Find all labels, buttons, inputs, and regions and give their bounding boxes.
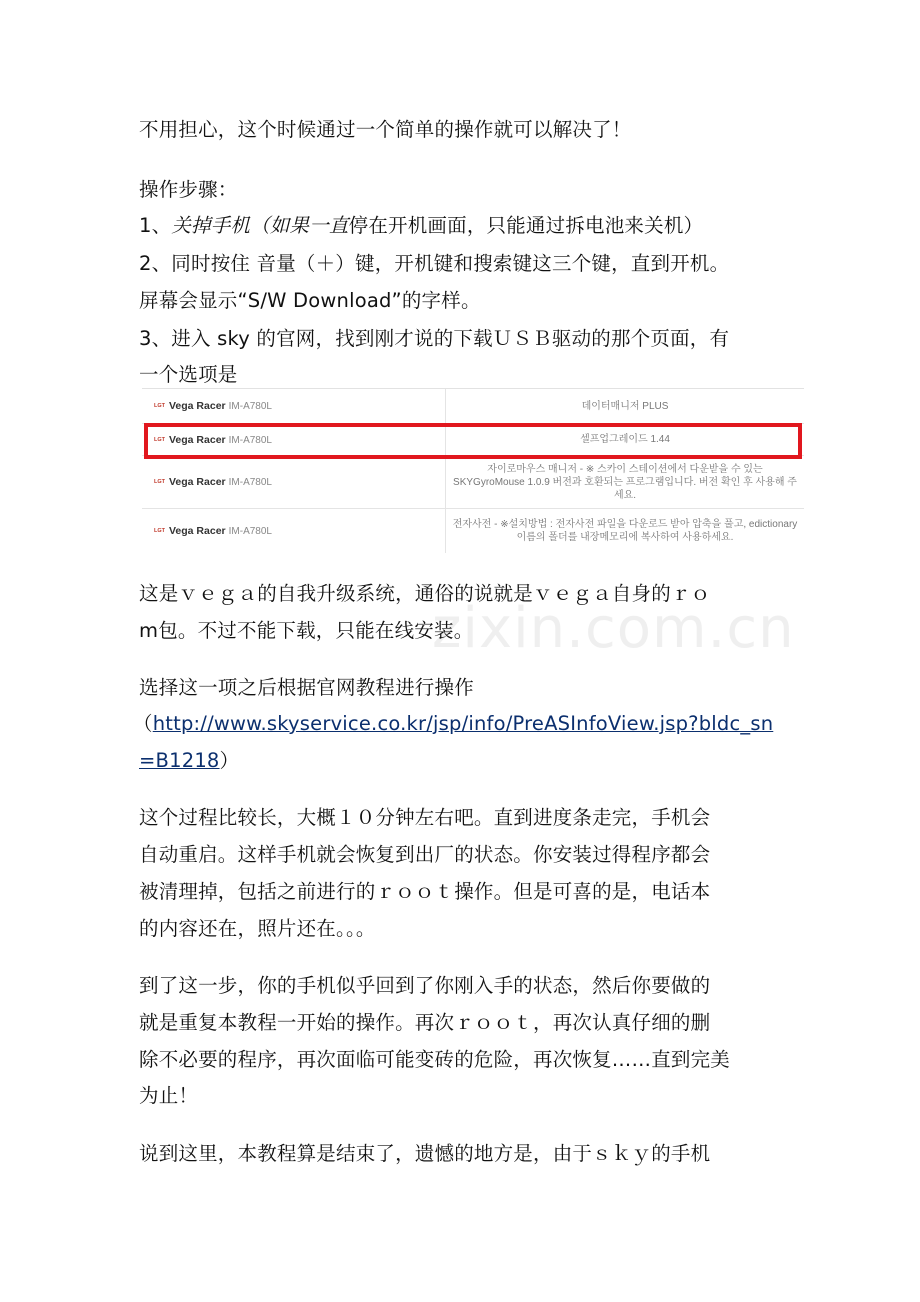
product-name: Vega Racer (169, 525, 226, 537)
product-name: Vega Racer (169, 400, 226, 412)
step-3-line-2: 一个选项是 (139, 363, 238, 386)
paren-open: （ (133, 712, 153, 735)
paragraph-2-line-1: 这是ｖｅｇａ的自我升级系统，通俗的说就是ｖｅｇａ自身的ｒｏ (139, 582, 711, 605)
paragraph-4-line-4: 的内容还在，照片还在。。。 (139, 917, 376, 940)
steps-title: 操作步骤： (139, 178, 238, 201)
paragraph-3-line-2 (133, 711, 773, 737)
product-model: IM-A780L (228, 526, 272, 537)
lgt-logo: LGT (154, 403, 165, 410)
sky-service-link-continued[interactable]: =B1218 (139, 749, 220, 772)
product-model: IM-A780L (228, 434, 272, 446)
step-1-italic-text: 关掉手机（如果一直 (171, 214, 349, 237)
sky-service-link[interactable]: http://www.skyservice.co.kr/jsp/info/PreASInfoView.jsp?bldc_sn (152, 712, 774, 735)
embedded-download-table (142, 388, 804, 553)
product-cell (154, 525, 272, 537)
paragraph-5-line-1: 到了这一步，你的手机似乎回到了你刚入手的状态，然后你要做的 (139, 974, 711, 997)
paragraph-3-line-3 (139, 748, 239, 774)
paragraph-6-line-1: 说到这里，本教程算是结束了，遗憾的地方是，由于ｓｋｙ的手机 (139, 1142, 711, 1165)
paragraph-4-line-1: 这个过程比较长，大概１０分钟左右吧。直到进度条走完，手机会 (139, 806, 711, 829)
item-cell[interactable]: 전자사전 - ※설치방법 : 전자사전 파일을 다운로드 받아 압축을 풀고, edictionary이름의 폴더를 내장메모리에 복사하여 사용하세요. (452, 519, 798, 543)
paragraph-4-line-2: 自动重启。这样手机就会恢复到出厂的状态。你安装过得程序都会 (139, 843, 711, 866)
table-row (142, 424, 804, 456)
paren-close: ） (219, 749, 240, 772)
paragraph-2-line-2: m包。不过不能下载，只能在线安装。 (139, 619, 474, 642)
step-1 (139, 213, 703, 239)
product-model: IM-A780L (228, 401, 272, 412)
step-2-line-1: 2、同时按住 音量（＋）键，开机键和搜索键这三个键，直到开机。 (139, 252, 730, 275)
lgt-logo: LGT (154, 436, 165, 443)
paragraph-5-line-3: 除不必要的程序，再次面临可能变砖的危险，再次恢复……直到完美 (139, 1048, 731, 1071)
table-row (142, 456, 804, 509)
paragraph-intro: 不用担心，这个时候通过一个简单的操作就可以解决了！ (139, 118, 632, 141)
table-row (142, 389, 804, 424)
paragraph-3-line-1: 选择这一项之后根据官网教程进行操作 (139, 676, 474, 699)
step-1-text: 停在开机画面，只能通过拆电池来关机） (348, 214, 704, 237)
lgt-logo: LGT (154, 528, 165, 535)
step-3-line-1: 3、进入 sky 的官网，找到刚才说的下载ＵＳＢ驱动的那个页面，有 (139, 327, 730, 350)
product-model: IM-A780L (228, 477, 272, 488)
watermark: zixin.com.cn (432, 596, 795, 661)
product-cell (154, 476, 272, 488)
paragraph-4-line-3: 被清理掉，包括之前进行的ｒｏｏｔ操作。但是可喜的是，电话本 (139, 880, 711, 903)
product-cell (154, 434, 272, 446)
item-cell[interactable]: 자이로마우스 매니저 - ※ 스카이 스테이션에서 다운받을 수 있는 SKYGyroMouse 1.0.9 버전과 호환되는 프로그램입니다. 버전 확인 후 사용해 주세요. (453, 463, 797, 501)
product-name: Vega Racer (169, 476, 226, 488)
paragraph-5-line-4: 为止！ (139, 1084, 199, 1107)
table-row (142, 509, 804, 553)
step-1-number: 1、 (139, 214, 172, 237)
item-cell-self-upgrade[interactable]: 셀프업그레이드 1.44 (580, 434, 670, 445)
step-2-line-2: 屏幕会显示“S/W Download”的字样。 (139, 289, 481, 312)
paragraph-5-line-2: 就是重复本教程一开始的操作。再次ｒｏｏｔ，再次认真仔细的删 (139, 1011, 711, 1034)
product-name: Vega Racer (169, 433, 226, 446)
product-cell (154, 400, 272, 412)
item-cell[interactable]: 데이터매니저 PLUS (581, 400, 669, 412)
lgt-logo: LGT (154, 479, 165, 486)
